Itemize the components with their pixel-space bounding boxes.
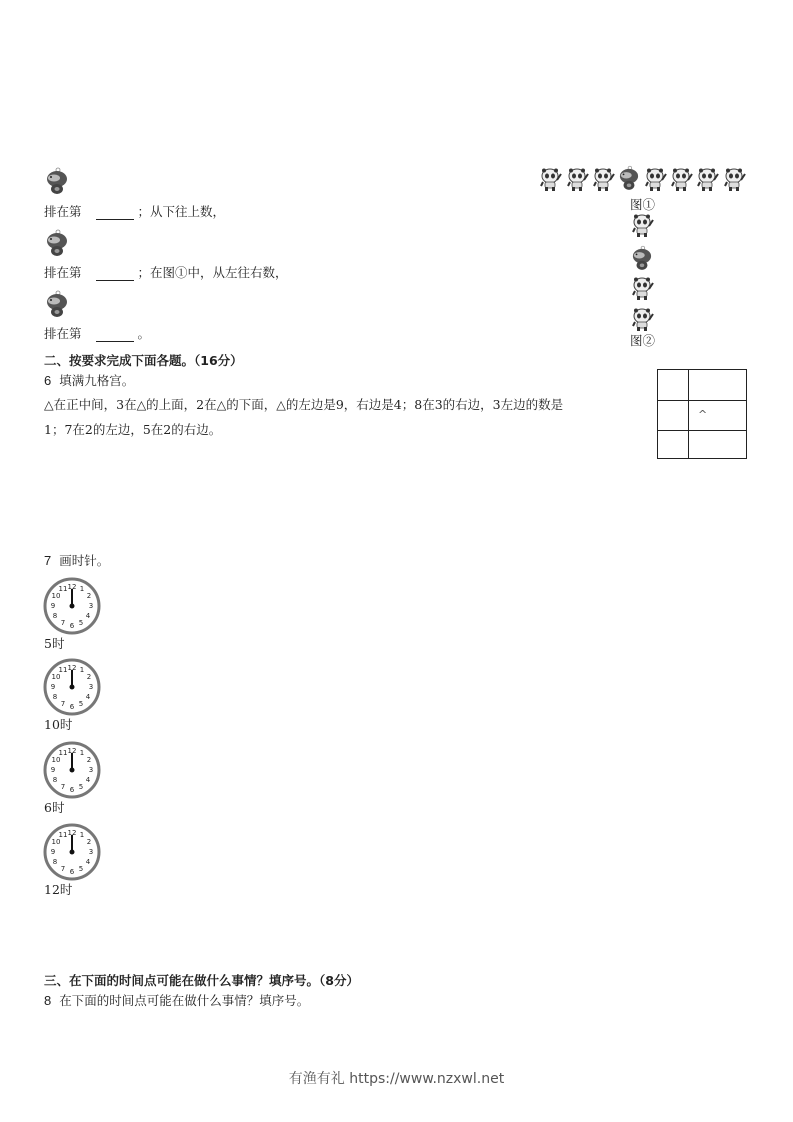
question-6-title (44, 373, 134, 389)
question-text: 填满九格宫。 (59, 373, 135, 388)
question-row-3 (44, 326, 150, 342)
sheep-icon (46, 229, 68, 257)
figure-2-label: 图② (630, 333, 656, 348)
question-row-2 (44, 265, 288, 281)
clock-label: 6时 (44, 800, 65, 815)
question-number: 8 (44, 993, 52, 1008)
question-6-line-1: △在正中间，3在△的上面，2在△的下面，△的左边是9，右边是4；8在3的右边，3左边的数是 (44, 397, 564, 412)
question-6-line-2: 1；7在2的左边，5在2的右边。 (44, 422, 222, 437)
answer-blank-1[interactable] (96, 207, 134, 220)
row-suffix: ；从下往上数， (137, 204, 226, 219)
clock-face-icon[interactable] (43, 658, 101, 716)
row-suffix: 。 (137, 326, 151, 341)
row-suffix: ；在图①中，从左往右数， (137, 265, 288, 280)
section-3-heading: 三、在下面的时间点可能在做什么事情？填序号。（8分） (44, 973, 359, 988)
section-2-heading: 二、按要求完成下面各题。（16分） (44, 353, 243, 368)
question-text: 在下面的时间点可能在做什么事情？填序号。 (59, 993, 310, 1008)
panda-icon (632, 214, 654, 238)
panda-icon (540, 168, 562, 192)
panda-icon (724, 168, 746, 192)
question-row-1 (44, 204, 225, 220)
question-number: 6 (44, 373, 52, 388)
grid-line (658, 400, 746, 401)
question-7-title (44, 553, 109, 569)
question-8-title (44, 993, 309, 1009)
answer-blank-2[interactable] (96, 268, 134, 281)
panda-icon (671, 168, 693, 192)
clock-face-icon[interactable] (43, 741, 101, 799)
question-number: 7 (44, 553, 52, 568)
figure-1-label: 图① (630, 197, 656, 212)
panda-icon (593, 168, 615, 192)
clock-face-icon[interactable] (43, 823, 101, 881)
panda-icon (632, 308, 654, 332)
answer-blank-3[interactable] (96, 329, 134, 342)
footer-watermark: 有渔有礼 https://www.nzxwl.net (288, 1071, 505, 1087)
panda-icon (645, 168, 667, 192)
panda-icon (697, 168, 719, 192)
row-prefix: 排在第 (44, 204, 82, 219)
grid-center-symbol: ^ (698, 408, 708, 421)
clock-label: 12时 (44, 882, 73, 897)
panda-icon (567, 168, 589, 192)
sheep-icon (46, 290, 68, 318)
sheep-icon (46, 167, 68, 195)
grid-line (688, 370, 689, 458)
nine-grid (657, 369, 747, 459)
row-prefix: 排在第 (44, 326, 82, 341)
sheep-icon (619, 165, 639, 191)
sheep-icon (632, 245, 652, 271)
row-prefix: 排在第 (44, 265, 82, 280)
question-text: 画时针。 (59, 553, 110, 568)
clock-face-icon[interactable] (43, 577, 101, 635)
clock-label: 10时 (44, 717, 73, 732)
clock-label: 5时 (44, 636, 65, 651)
panda-icon (632, 277, 654, 301)
grid-line (658, 430, 746, 431)
